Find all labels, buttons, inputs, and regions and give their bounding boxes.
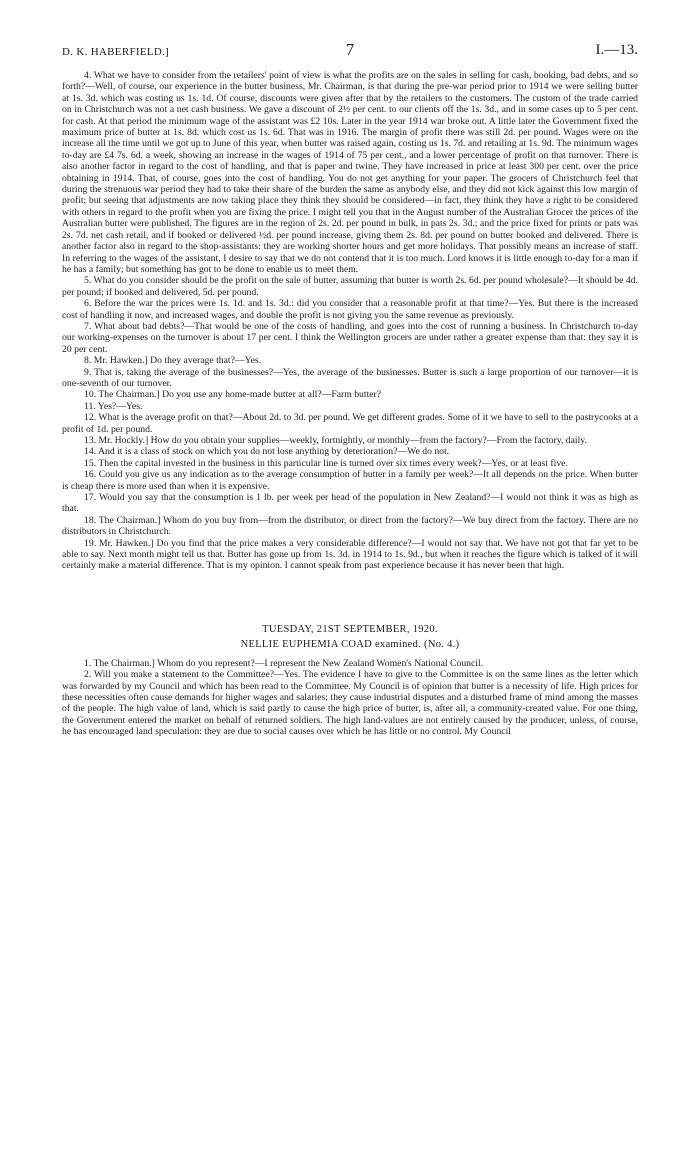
paragraph: 13. Mr. Hockly.] How do you obtain your supplies—weekly, fortnightly, or monthly—from the factory?—From the factory, daily. [84, 435, 587, 446]
paragraph: 19. Mr. Hawken.] Do you find that the price makes a very considerable difference?—I would not say that. We have not got that far yet to be able to say. Next month might tell us that. Butter has gone up from 1s. 3d. in 1914 to 1s. 9d., but when it reaches the figure which is talked of it will certainly make a material difference. That is my opinion. I cannot speak from past experience because it has never been that high. [62, 537, 638, 572]
paragraph: 18. The Chairman.] Whom do you buy from—from the distributor, or direct from the factory?—We buy direct from the factory. There are no distributors in Christchurch. [62, 514, 638, 538]
evidence-section-coad [62, 658, 638, 738]
session-dateline: TUESDAY, 21ST SEPTEMBER, 1920. [262, 623, 438, 635]
paragraph: 17. Would you say that the consumption is 1 lb. per week per head of the population in New Zealand?—I would not think it was as high as that. [62, 492, 638, 515]
paragraph: 6. Before the war the prices were 1s. 1d. and 1s. 3d.: did you consider that a reasonable profit at that time?—Yes. But there is the increased cost of handling it now, and increased wages, and double the profit is not giving you the same revenue as previously. [62, 298, 638, 321]
paragraph: 15. Then the capital invested in the business in this particular line is turned over six times every week?—Yes, or at least five. [84, 457, 568, 469]
paragraph: 2. Will you make a statement to the Committee?—Yes. The evidence I have to give to the Committee is on the same lines as the letter which was forwarded by my Council and which has been read to the Committee. My Council is of opinion that butter is a necessity of life. High prices for these necessities often cause demands for higher wages and salaries; they cause industrial disputes and a disturbed frame of mind among the masses of the people. The high value of land, which is said partly to cause the high price of butter, is, after all, a community-created value. For one thing, the Government entered the market on behalf of returned soldiers. The high land-values are not entirely caused by the producer, unless, of course, he has encouraged land speculation: they are due to social causes over which he has little or no control. My Council [62, 669, 638, 738]
paper-reference: I.—13. [595, 42, 638, 58]
paragraph: 9. That is, taking the average of the businesses?—Yes, the average of the businesses. Butter is such a large proportion of our turnover—it is one-seventh of our turnover. [62, 366, 638, 389]
page-number: 7 [345, 40, 355, 59]
header-witness-name: D. K. HABERFIELD.] [62, 46, 170, 58]
section-gap [62, 572, 638, 624]
paragraph: 10. The Chairman.] Do you use any home-made butter at all?—Farm butter? [84, 389, 382, 401]
paragraph: 14. And it is a class of stock on which you do not lose anything by deterioration?—We do not. [84, 446, 450, 458]
paragraph: 8. Mr. Hawken.] Do they average that?—Yes. [84, 355, 262, 367]
paragraph: 12. What is the average profit on that?—About 2d. to 3d. per pound. We get different grades. Some of it we have to sell to the pastrycooks at a profit of 1d. per pound. [62, 412, 638, 435]
paragraph: 4. What we have to consider from the retailers' point of view is what the profits are on the sales in selling for cash, booking, bad debts, and so forth?—Well, of course, our experience in the butter business, Mr. Chairman, is that during the pre-war period prior to 1914 we were selling butter at 1s. 3d. which was costing us 1s. 1d. Of course, discounts were given after that by the retailers to the customers. The custom of the trade carried on in Christchurch was not a net cash business. We gave a discount of 2½ per cent. to our clients off the 1s. 3d., and in some cases up to 5 per cent. for cash. At that period the minimum wage of the assistant was £2 10s. Later in the year 1914 war broke out. A little later the Government fixed the maximum price of butter at 1s. 8d. which cost us 1s. 6d. That was in 1916. The margin of profit there was still 2d. per pound. Wages were on the increase all the time until we got up to June of this year, when butter was raised again, costing us 1s. 7d. and retailing at 1s. 9d. The minimum wages to-day are £4 7s. 6d. a week, showing an increase in the wages of 1914 of 75 per cent., and a lower percentage of profit on that turnover. There is also another factor in regard to the cost of handling, and that is paper and twine. They have increased in price at least 300 per cent. over the price obtaining in 1914. That, of course, goes into the cost of handling. You do not get anything for your paper. The grocers of Christchurch feel that during the strenuous war period they had to take their share of the burden the same as anybody else, and they did not kick against this low margin of profit; but seeing that adjustments are now taking place they think they should be considered—in fact, they think they have a right to be considered with others in regard to the profit when you are fixing the price. I might tell you that in the August number of the Australian Grocer the prices of the Australian butter were published. The figures are in the region of 2s. 2d. per pound in bulk, in pats 2s. 3d.; and the price fixed for prints or pats was 2s. 7d. net cash retail, and if booked or delivered ½d. per pound increase, giving them 2s. 8d. per pound on butter booked and delivered. There is another factor also in regard to the shop-assistants: they are working shorter hours and get more holidays. That possibly means an increase of staff. In referring to the wages of the assistant, I desire to say that we do not contend that it is too much. Lord knows it is little enough to-day for a man if he has a family; but something has got to be done to enable us to meet them. [62, 70, 638, 275]
page-header [62, 40, 638, 70]
paragraph: 16. Could you give us any indication as to the average consumption of butter in a family per week?—It all depends on the price. When butter is cheap there is more used than when it is expensive. [62, 469, 638, 492]
paragraph: 5. What do you consider should be the profit on the sale of butter, assuming that butter is worth 2s. 6d. per pound wholesale?—It should be 4d. per pound; if booked and delivered, 5d. per pound. [62, 275, 638, 298]
paragraph: 7. What about bad debts?—That would be one of the costs of handling, and goes into the cost of running a business. In Christchurch to-day our working-expenses on the turnover is about 17 per cent. I think the Wellington grocers are under rather a greater expense than that: they say it is 20 per cent. [62, 320, 638, 355]
paragraph: 11. Yes?—Yes. [84, 400, 143, 412]
evidence-section-haberfield [62, 70, 638, 572]
document-body [62, 70, 638, 738]
witness-heading: NELLIE EUPHEMIA COAD examined. (No. 4.) [240, 639, 460, 651]
paragraph: 1. The Chairman.] Whom do you represent?—I represent the New Zealand Women's National Council. [84, 657, 484, 669]
